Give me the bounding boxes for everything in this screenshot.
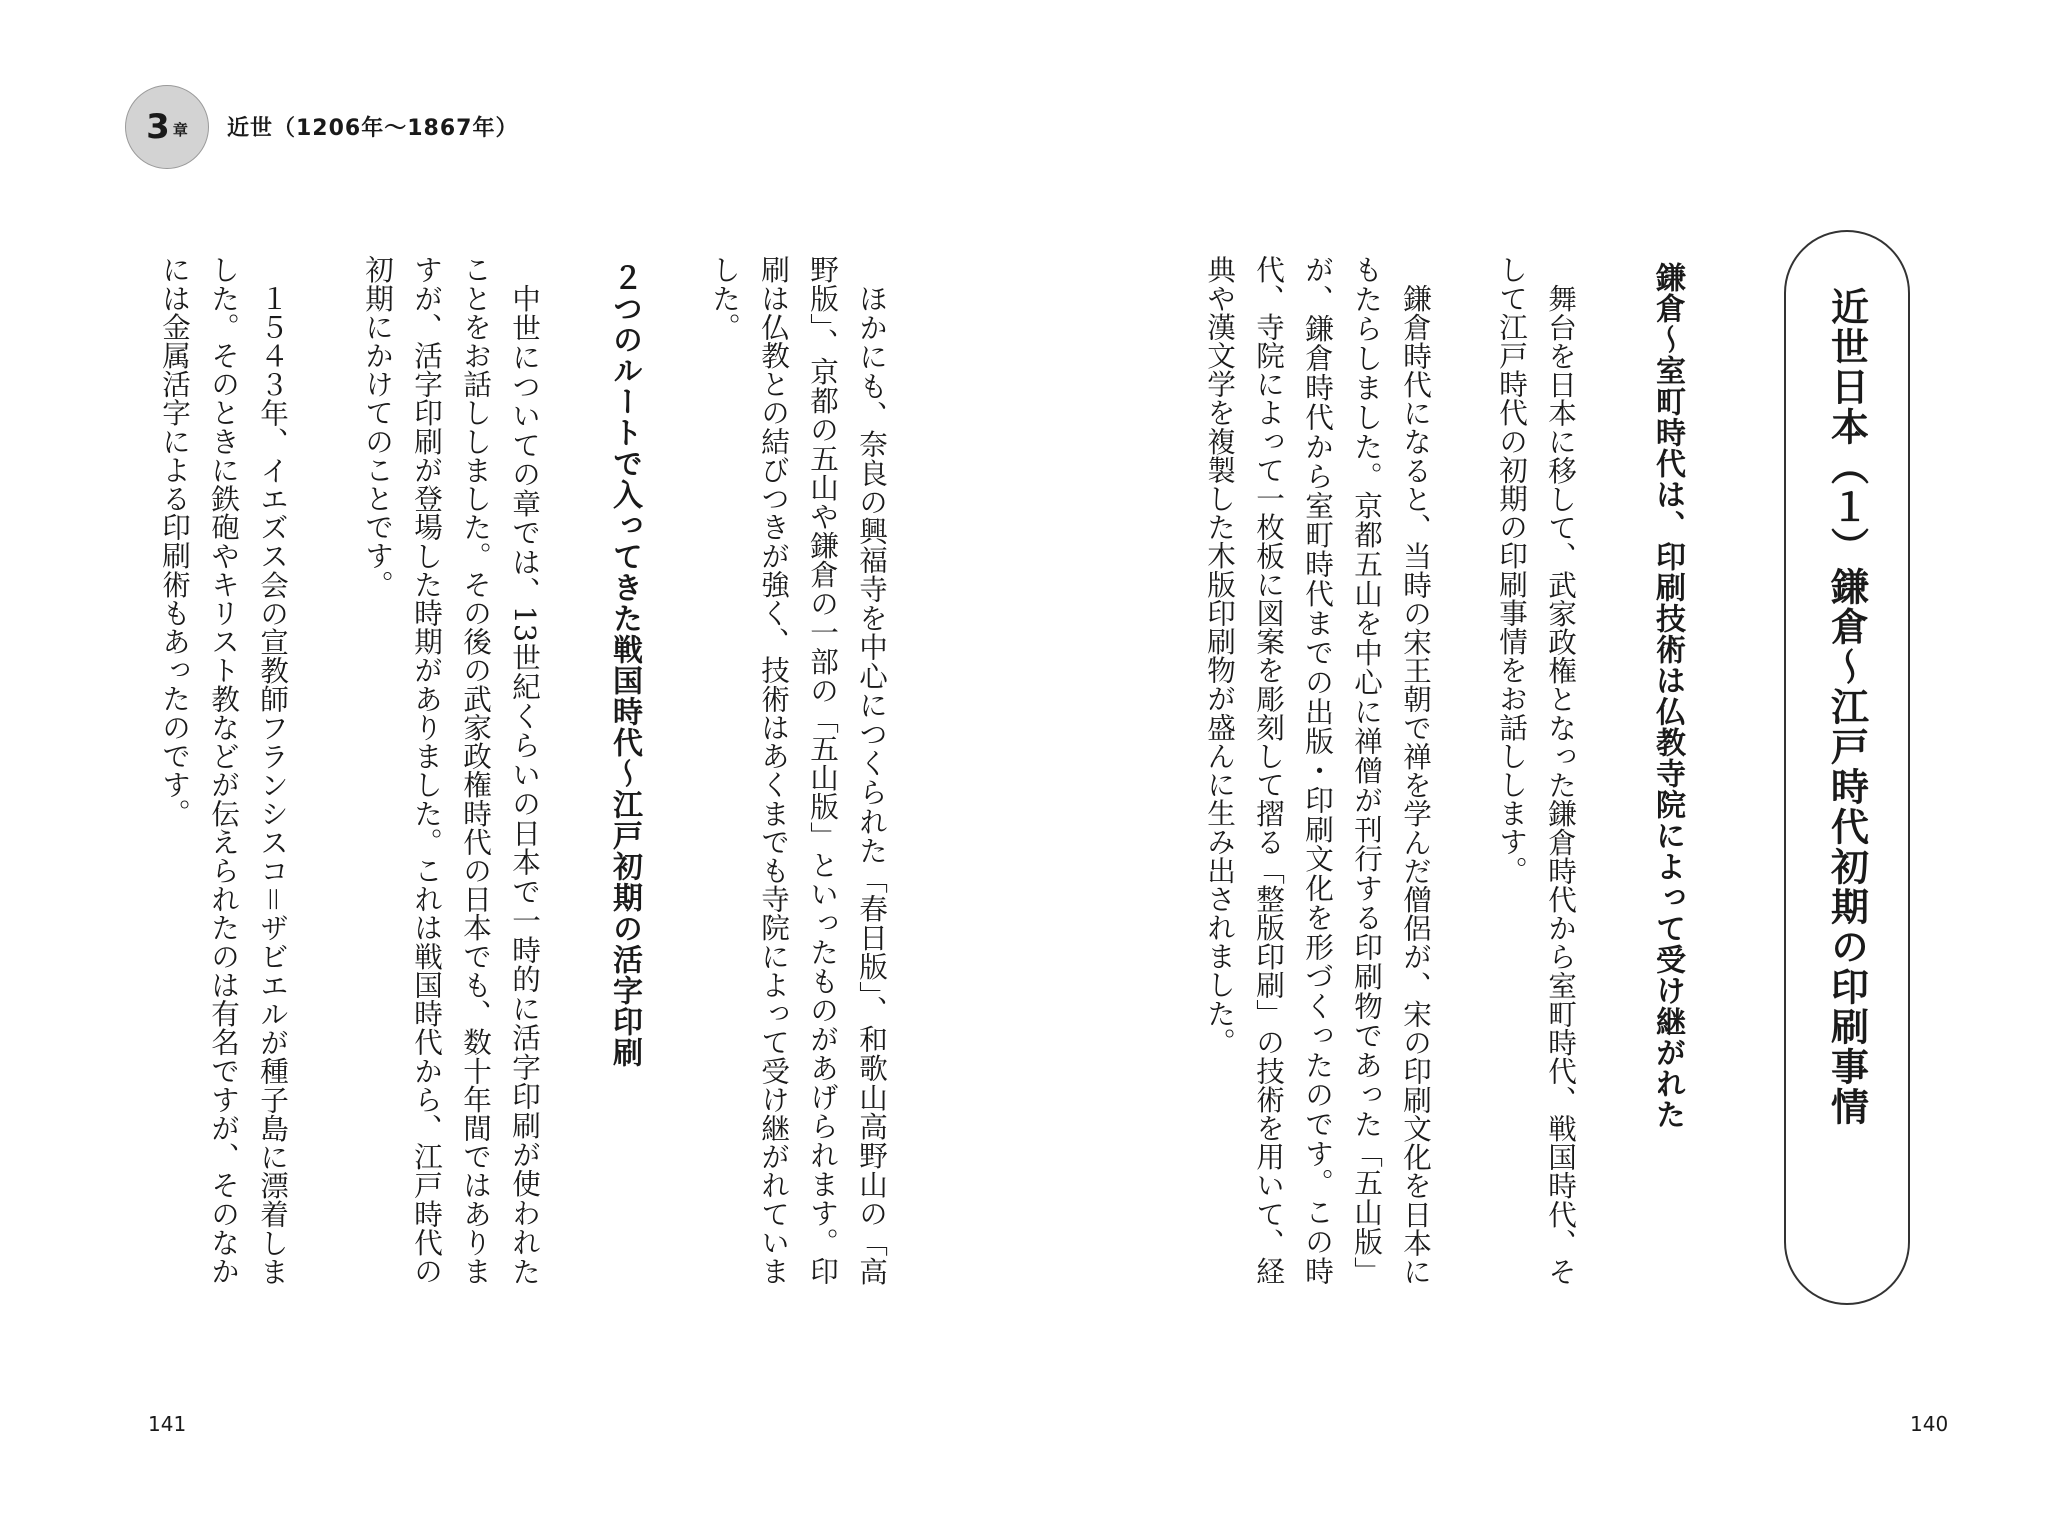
subheading-kamakura: 鎌倉～室町時代は、印刷技術は仏教寺院によって受け継がれた xyxy=(1650,262,1685,1130)
paragraph-text: ほかにも、奈良の興福寺を中心につくられた「春日版」、和歌山高野山の「高野版」、京都の五山や鎌倉の一部の「五山版」といったものがあげられます。印刷は仏教との結びつきが強く、技術はあくまでも寺院によって受け継がれていました。 xyxy=(708,255,889,1285)
paragraph-gozanban xyxy=(1195,255,1440,1285)
section-title-box xyxy=(1784,230,1910,1305)
chapter-badge xyxy=(125,85,209,169)
paragraph-text: １５４３年、イエズス会の宣教師フランシスコ＝ザビエルが種子島に漂着しました。そのときに鉄砲やキリスト教などが伝えられたのは有名ですが、そのなかには金属活字による印刷術もあったのです。 xyxy=(158,255,290,1285)
paragraph-text: 中世についての章では、13世紀くらいの日本で一時的に活字印刷が使われたことをお話ししました。その後の武家政権時代の日本でも、数十年間ではありますが、活字印刷が登場した時期がありました。これは戦国時代から、江戸時代の初期にかけてのことです。 xyxy=(361,255,542,1285)
section-title: 近世日本（１）鎌倉～江戸時代初期の印刷事情 xyxy=(1824,287,1869,1127)
page-number-right: 140 xyxy=(1910,1412,1949,1436)
paragraph-text: 舞台を日本に移して、武家政権となった鎌倉時代から室町時代、戦国時代、そして江戸時代の初期の印刷事情をお話しします。 xyxy=(1495,255,1578,1285)
chapter-number: 3 xyxy=(146,107,170,147)
paragraph-other-editions xyxy=(700,255,896,1285)
paragraph-movable-type xyxy=(353,255,549,1285)
paragraph-text: 鎌倉時代になると、当時の宋王朝で禅を学んだ僧侶が、宋の印刷文化を日本にもたらしました。京都五山を中心に禅僧が刊行する印刷物であった「五山版」が、鎌倉時代から室町時代までの出版・印刷文化を形づくったのです。この時代、寺院によって一枚板に図案を彫刻して摺る「整版印刷」の技術を用いて、経典や漢文学を複製した木版印刷物が盛んに生み出されました。 xyxy=(1203,255,1433,1285)
running-title: 近世（1206年～1867年） xyxy=(227,116,519,141)
subheading-two-routes: ２つのルートで入ってきた戦国時代～江戸初期の活字印刷 xyxy=(607,262,642,1068)
paragraph-intro xyxy=(1490,255,1585,1285)
chapter-label: 章 xyxy=(172,120,188,139)
paragraph-xavier xyxy=(150,255,297,1285)
page-number-left: 141 xyxy=(148,1412,187,1436)
